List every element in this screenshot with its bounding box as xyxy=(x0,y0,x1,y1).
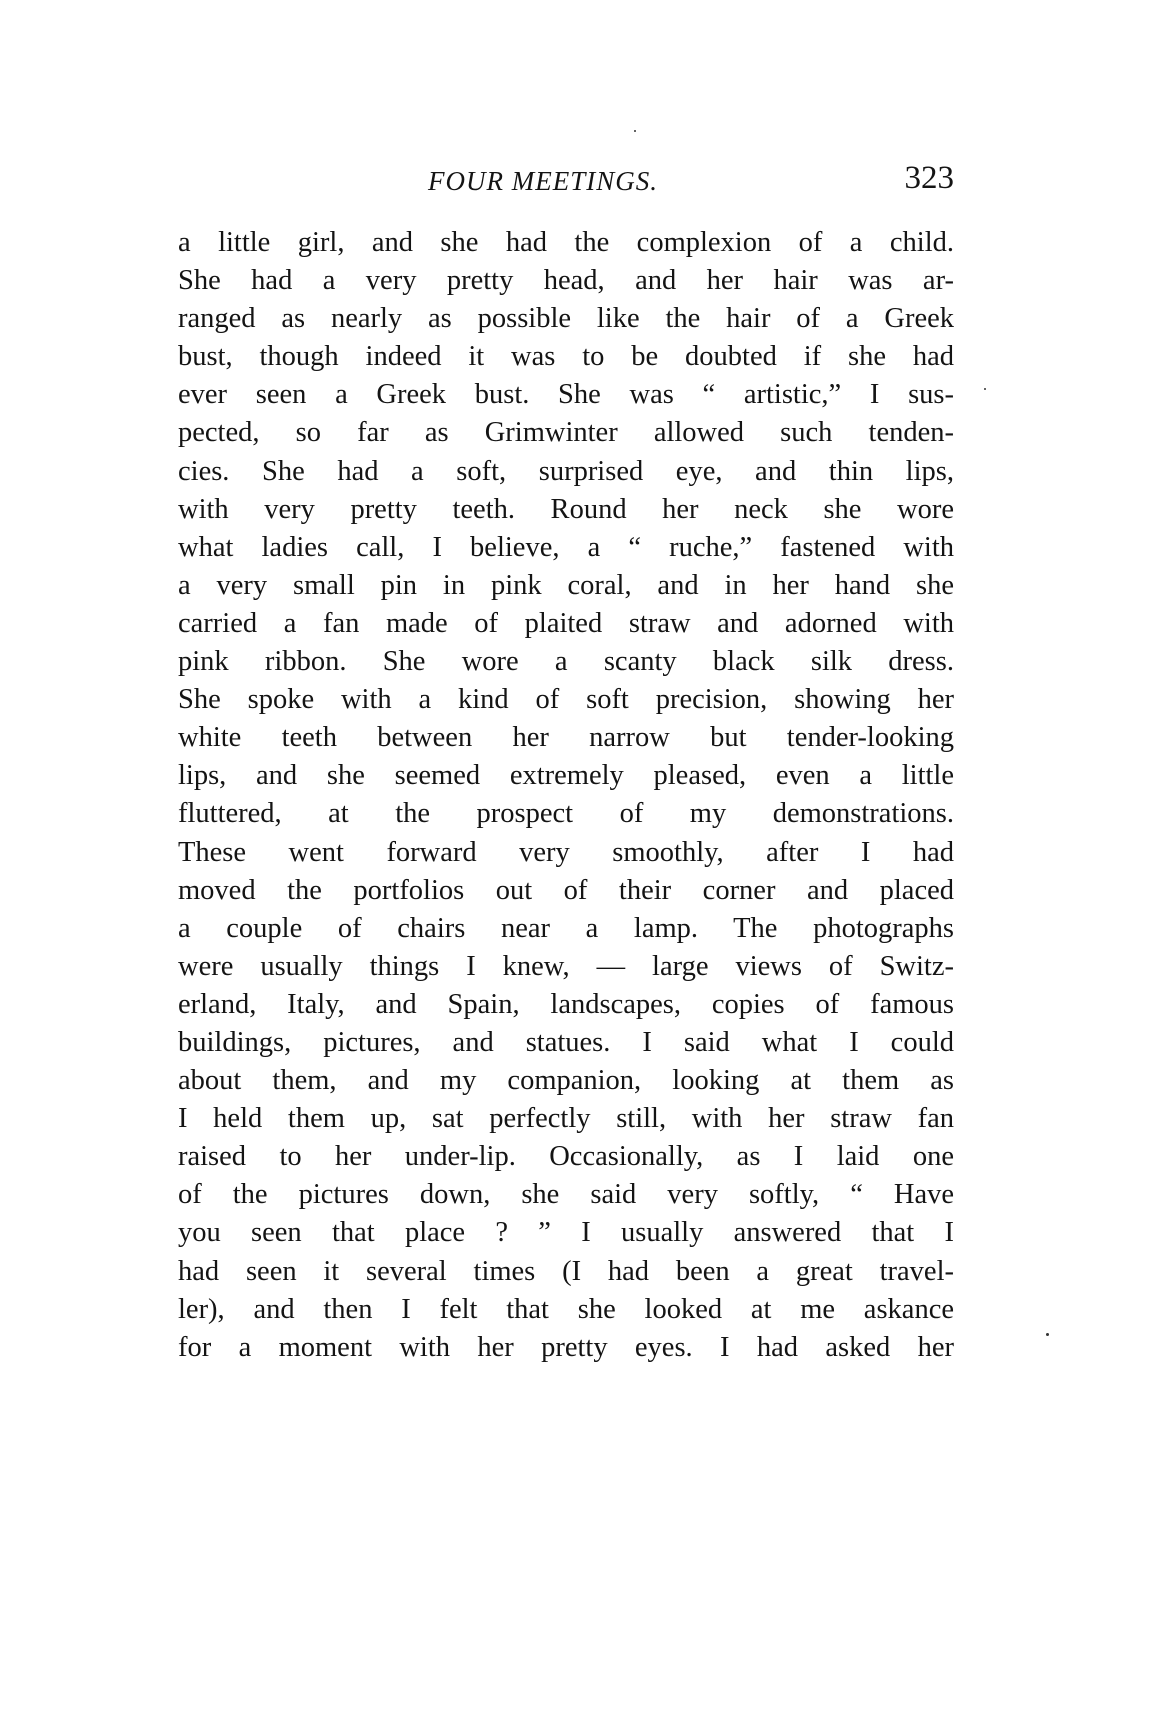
text-line: of the pictures down, she said very softly, “ Have xyxy=(178,1179,954,1211)
text-line: a couple of chairs near a lamp. The photographs xyxy=(178,912,954,944)
text-line: erland, Italy, and Spain, landscapes, copies of famous xyxy=(178,988,954,1020)
text-line: had seen it several times (I had been a great travel- xyxy=(178,1255,954,1287)
text-line: fluttered, at the prospect of my demonstrations. xyxy=(178,798,954,830)
body-text xyxy=(178,224,954,1367)
text-line: you seen that place ? ” I usually answered that I xyxy=(178,1217,954,1249)
running-header xyxy=(178,160,954,204)
text-line: buildings, pictures, and statues. I said what I could xyxy=(178,1026,954,1058)
page-number: 323 xyxy=(904,160,954,196)
text-line: These went forward very smoothly, after I had xyxy=(178,836,954,868)
running-title: FOUR MEETINGS. xyxy=(428,166,658,196)
text-line: I held them up, sat perfectly still, with her straw fan xyxy=(178,1103,954,1135)
text-line: a very small pin in pink coral, and in her hand she xyxy=(178,569,954,601)
print-speck xyxy=(634,130,636,132)
text-line: with very pretty teeth. Round her neck she wore xyxy=(178,493,954,525)
text-line: about them, and my companion, looking at them as xyxy=(178,1065,954,1097)
text-line: carried a fan made of plaited straw and adorned with xyxy=(178,607,954,639)
text-line: what ladies call, I believe, a “ ruche,” fastened with xyxy=(178,531,954,563)
text-line: raised to her under-lip. Occasionally, as I laid one xyxy=(178,1141,954,1173)
text-line: pected, so far as Grimwinter allowed such tenden- xyxy=(178,417,954,449)
text-line: She had a very pretty head, and her hair was ar- xyxy=(178,265,954,297)
text-line: ranged as nearly as possible like the hair of a Greek xyxy=(178,303,954,335)
text-line: were usually things I knew, — large views of Switz- xyxy=(178,950,954,982)
text-line: She spoke with a kind of soft precision, showing her xyxy=(178,684,954,716)
text-line: lips, and she seemed extremely pleased, even a little xyxy=(178,760,954,792)
text-line: white teeth between her narrow but tender-looking xyxy=(178,722,954,754)
print-speck xyxy=(984,388,986,390)
print-speck xyxy=(1046,1333,1049,1336)
text-line: a little girl, and she had the complexion of a child. xyxy=(178,227,954,258)
text-line: bust, though indeed it was to be doubted if she had xyxy=(178,341,954,373)
text-line: cies. She had a soft, surprised eye, and thin lips, xyxy=(178,455,954,487)
text-line: moved the portfolios out of their corner and placed xyxy=(178,874,954,906)
text-line: for a moment with her pretty eyes. I had asked her xyxy=(178,1331,954,1363)
text-line: ever seen a Greek bust. She was “ artistic,” I sus- xyxy=(178,379,954,411)
text-line: ler), and then I felt that she looked at me askance xyxy=(178,1293,954,1325)
text-line: pink ribbon. She wore a scanty black silk dress. xyxy=(178,646,954,678)
